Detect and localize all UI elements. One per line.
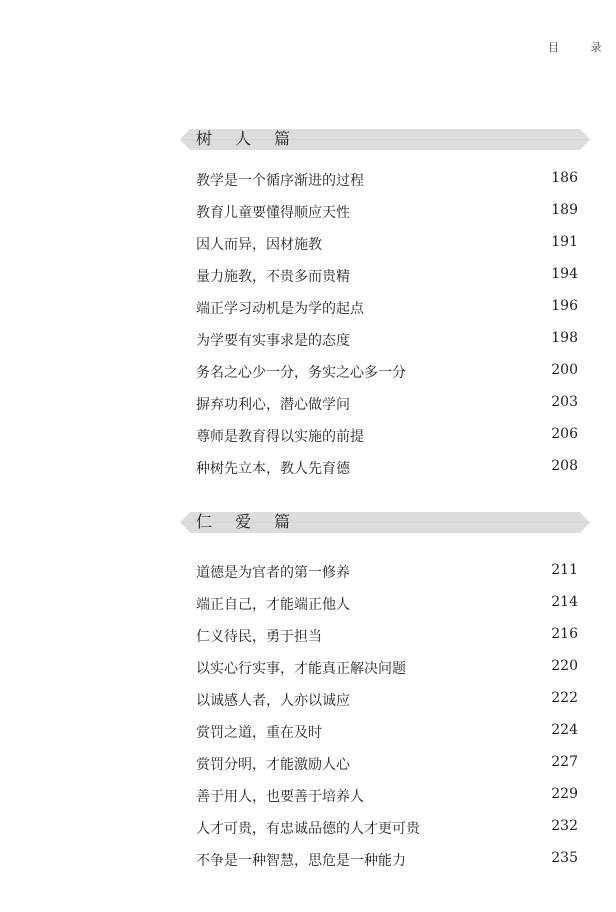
entry-page: 196 (551, 298, 578, 314)
toc-entry[interactable] (176, 780, 590, 812)
entry-page: 208 (551, 458, 578, 474)
toc-entry[interactable] (176, 356, 590, 388)
entry-title: 为学要有实事求是的态度 (196, 333, 350, 349)
toc-entry[interactable] (176, 716, 590, 748)
entry-page: 220 (551, 658, 578, 674)
toc-list (176, 164, 590, 484)
entry-page: 186 (551, 170, 578, 186)
entry-title: 因人而异，因材施教 (196, 237, 322, 253)
entry-page: 203 (551, 394, 578, 410)
section-title: 仁 爱 篇 (196, 512, 300, 531)
entry-page: 235 (551, 850, 578, 866)
entry-title: 赏罚分明，才能激励人心 (196, 757, 350, 773)
running-head: 目 录 (548, 41, 616, 54)
section-shuren (176, 129, 590, 484)
entry-page: 194 (551, 266, 578, 282)
entry-page: 211 (551, 562, 578, 578)
entry-page: 227 (551, 754, 578, 770)
entry-title: 不争是一种智慧，思危是一种能力 (196, 853, 406, 869)
entry-page: 232 (551, 818, 578, 834)
entry-title: 摒弃功利心，潜心做学问 (196, 397, 350, 413)
toc-entry[interactable] (176, 228, 590, 260)
toc-entry[interactable] (176, 652, 590, 684)
section-title: 树 人 篇 (196, 129, 300, 148)
section-banner (180, 512, 590, 533)
entry-title: 端正学习动机是为学的起点 (196, 301, 364, 317)
entry-title: 务名之心少一分，务实之心多一分 (196, 365, 406, 381)
entry-page: 222 (551, 690, 578, 706)
entry-page: 198 (551, 330, 578, 346)
toc-entry[interactable] (176, 812, 590, 844)
entry-page: 224 (551, 722, 578, 738)
entry-title: 以实心行实事，才能真正解决问题 (196, 661, 406, 677)
entry-title: 善于用人，也要善于培养人 (196, 789, 364, 805)
entry-title: 教育儿童要懂得顺应天性 (196, 205, 350, 221)
entry-title: 人才可贵，有忠诚品德的人才更可贵 (196, 821, 420, 837)
entry-title: 尊师是教育得以实施的前提 (196, 429, 364, 445)
section-renai (176, 512, 590, 876)
toc-entry[interactable] (176, 556, 590, 588)
entry-title: 赏罚之道，重在及时 (196, 725, 322, 741)
toc-entry[interactable] (176, 844, 590, 876)
toc-list (176, 556, 590, 876)
toc-entry[interactable] (176, 420, 590, 452)
toc-entry[interactable] (176, 388, 590, 420)
entry-title: 道德是为官者的第一修养 (196, 565, 350, 581)
toc-entry[interactable] (176, 292, 590, 324)
entry-title: 量力施教，不贵多而贵精 (196, 269, 350, 285)
toc-entry[interactable] (176, 620, 590, 652)
toc-entry[interactable] (176, 324, 590, 356)
entry-title: 教学是一个循序渐进的过程 (196, 173, 364, 189)
entry-page: 191 (551, 234, 578, 250)
entry-page: 189 (551, 202, 578, 218)
toc-entry[interactable] (176, 452, 590, 484)
toc-entry[interactable] (176, 684, 590, 716)
toc-entry[interactable] (176, 748, 590, 780)
entry-page: 214 (551, 594, 578, 610)
entry-title: 仁义待民，勇于担当 (196, 629, 322, 645)
section-banner (180, 129, 590, 150)
entry-page: 229 (551, 786, 578, 802)
toc-entry[interactable] (176, 588, 590, 620)
entry-title: 以诚感人者，人亦以诚应 (196, 693, 350, 709)
entry-title: 种树先立本，教人先育德 (196, 461, 350, 477)
toc-entry[interactable] (176, 164, 590, 196)
toc-entry[interactable] (176, 260, 590, 292)
entry-page: 216 (551, 626, 578, 642)
entry-title: 端正自己，才能端正他人 (196, 597, 350, 613)
entry-page: 206 (551, 426, 578, 442)
entry-page: 200 (551, 362, 578, 378)
toc-entry[interactable] (176, 196, 590, 228)
